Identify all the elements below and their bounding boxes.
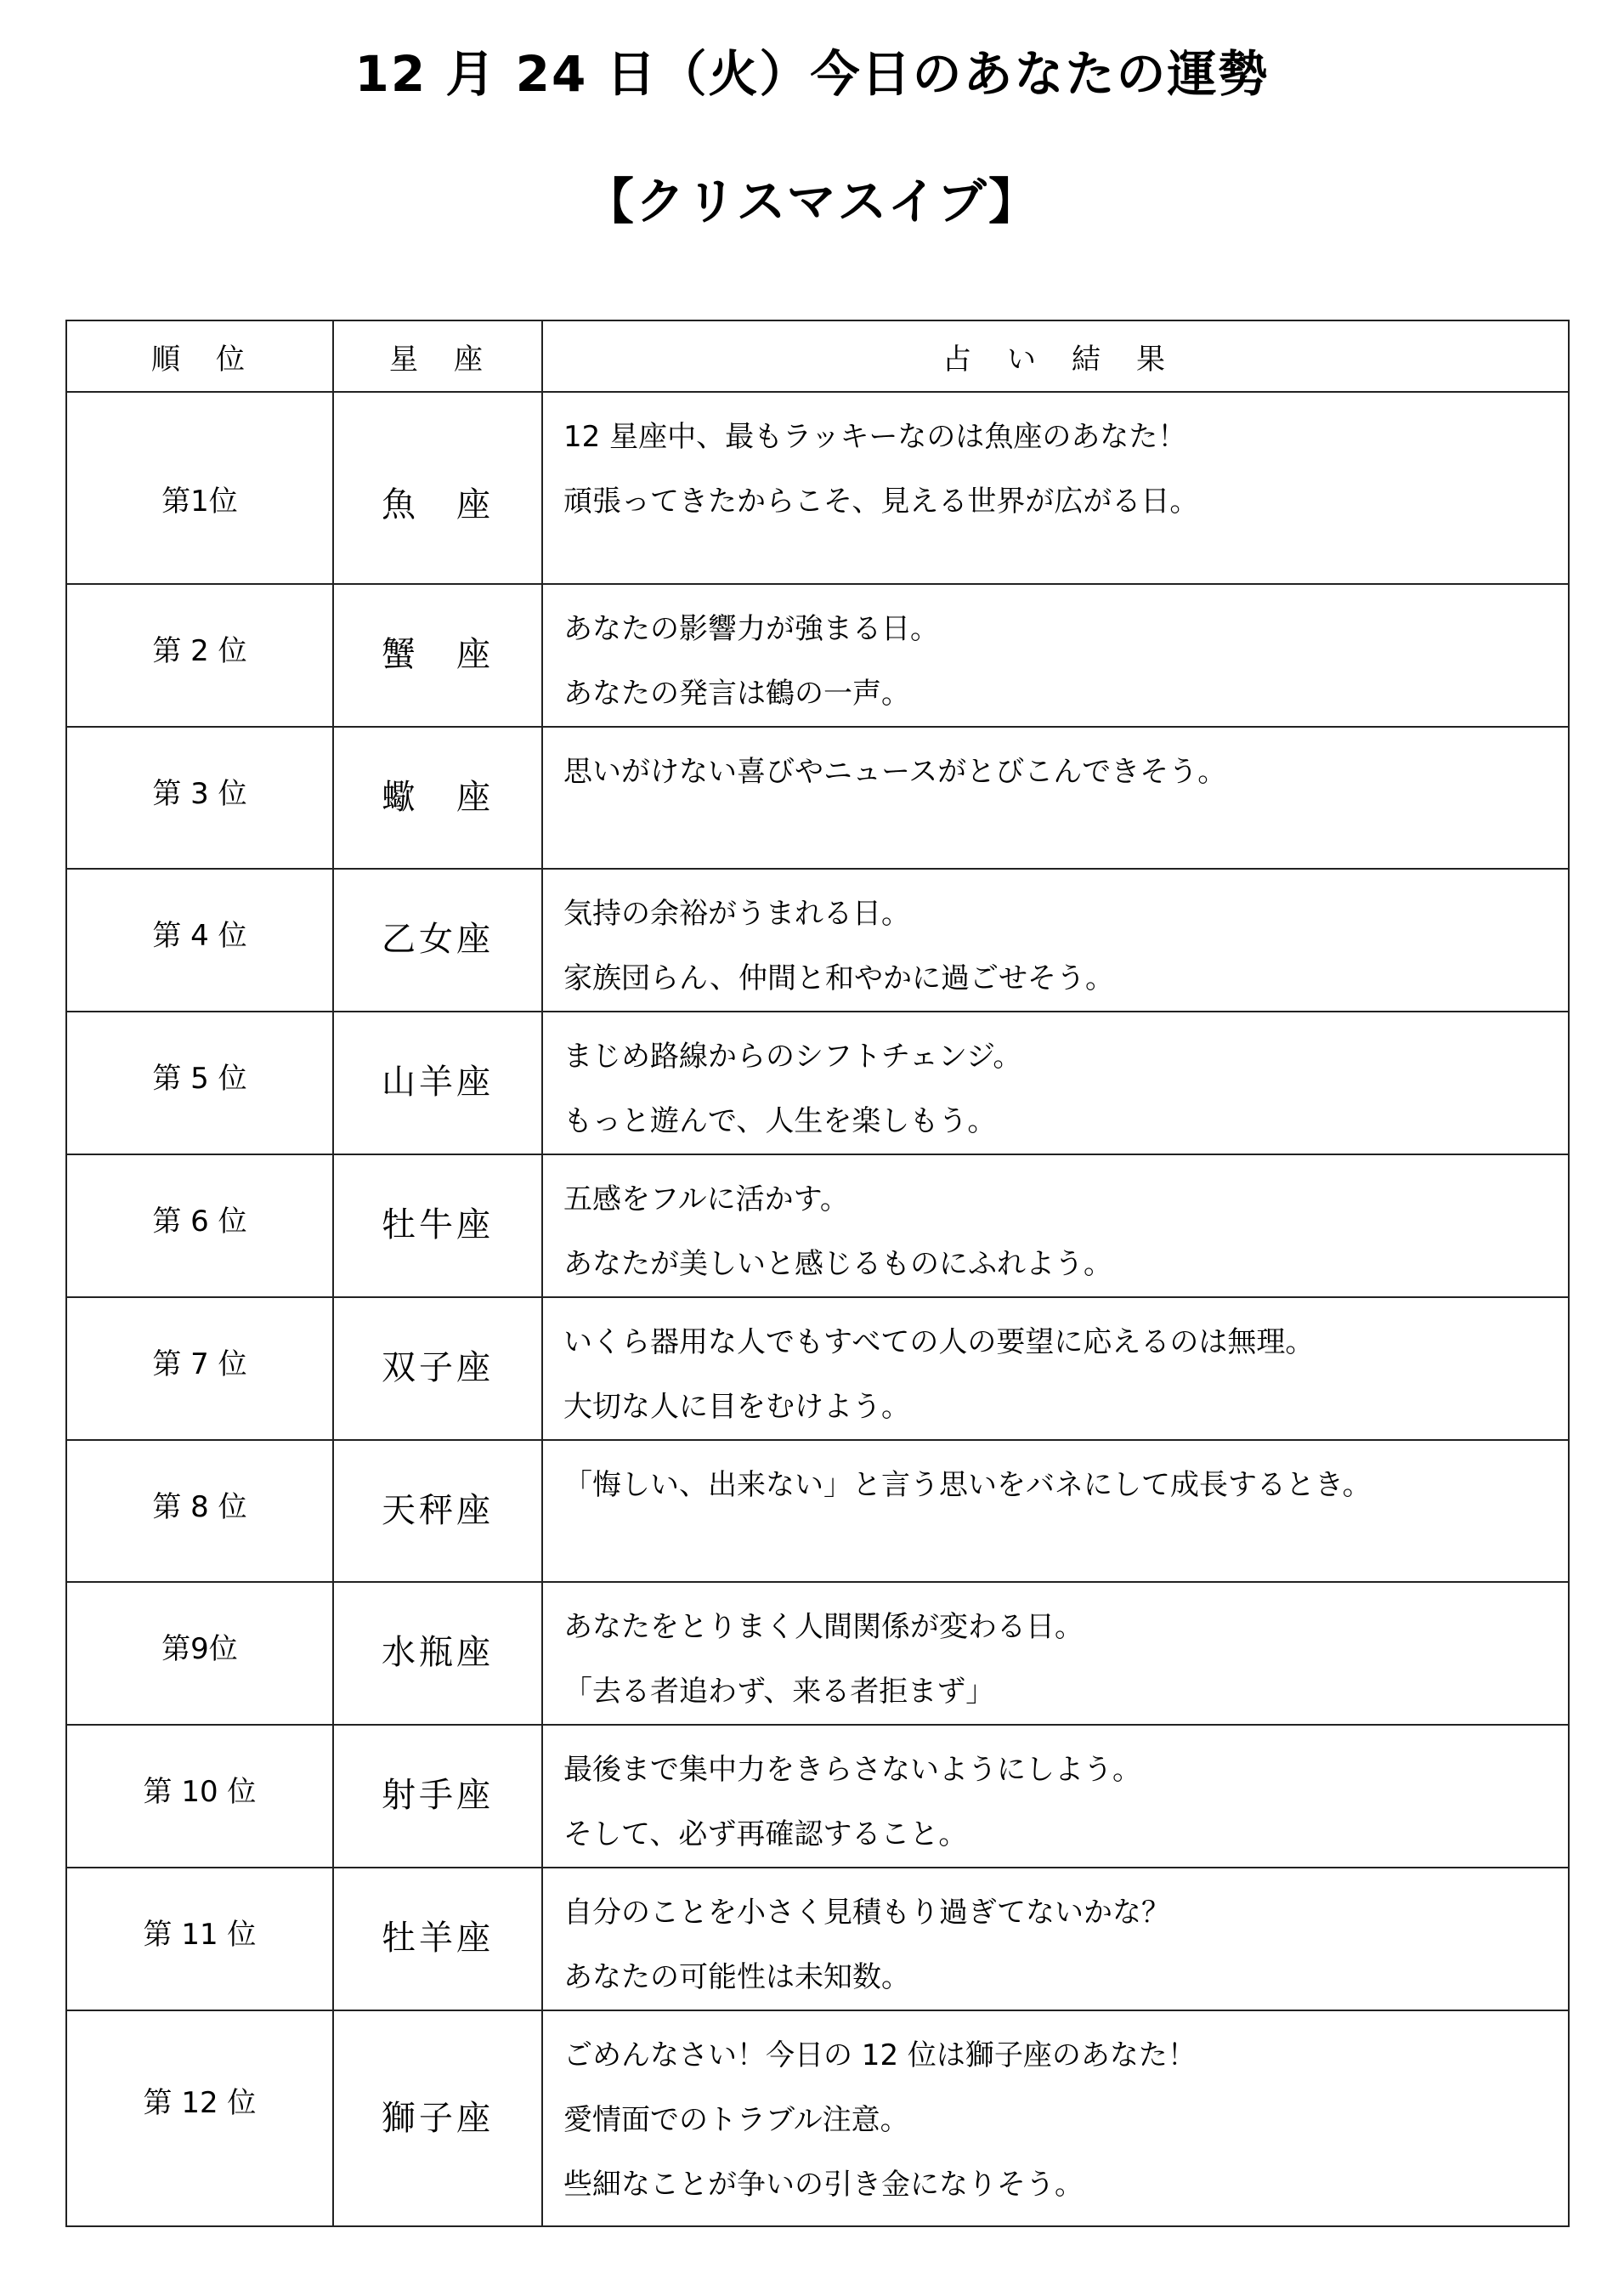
sign-cell: 射手座 [333, 1725, 542, 1868]
sign-cell: 山羊座 [333, 1012, 542, 1154]
sign-cell: 牡牛座 [333, 1154, 542, 1297]
table-row [66, 584, 1569, 727]
result-line: もっと遊んで、人生を楽しもう。 [563, 1104, 997, 1138]
rank-cell: 第 12 位 [66, 2010, 333, 2226]
result-line: そして、必ず再確認すること。 [563, 1817, 968, 1851]
rank-cell: 第 11 位 [66, 1868, 333, 2010]
table-row [66, 869, 1569, 1012]
table-row [66, 1297, 1569, 1440]
rank-cell: 第 5 位 [66, 1012, 333, 1154]
sign-cell: 水瓶座 [333, 1582, 542, 1725]
table-row [66, 1868, 1569, 2010]
rank-cell: 第 7 位 [66, 1297, 333, 1440]
result-line: いくら器用な人でもすべての人の要望に応えるのは無理。 [563, 1325, 1315, 1359]
result-line: 気持の余裕がうまれる日。 [563, 897, 910, 931]
result-line: 家族団らん、仲間と和やかに過ごせそう。 [563, 961, 1115, 995]
table-row [66, 1582, 1569, 1725]
result-line: 自分のことを小さく見積もり過ぎてないかな？ [563, 1896, 1170, 1930]
rank-cell: 第9位 [66, 1582, 333, 1725]
table-row [66, 1012, 1569, 1154]
sign-cell: 魚 座 [333, 392, 542, 584]
table-row [66, 1440, 1569, 1582]
result-cell [542, 392, 1569, 584]
result-line: 愛情面でのトラブル注意。 [563, 2103, 909, 2137]
table-row [66, 727, 1569, 869]
result-line: 12 星座中、最もラッキーなのは魚座のあなた！ [563, 420, 1187, 454]
result-line: 思いがけない喜びやニュースがとびこんできそう。 [563, 755, 1227, 789]
result-cell [542, 1154, 1569, 1297]
sign-cell: 天秤座 [333, 1440, 542, 1582]
result-line: 頑張ってきたからこそ、見える世界が広がる日。 [563, 485, 1199, 519]
result-cell [542, 869, 1569, 1012]
result-line: あなたの影響力が強まる日。 [563, 612, 939, 646]
result-line: あなたの可能性は未知数。 [563, 1960, 910, 1994]
result-line: ごめんなさい！今日の 12 位は獅子座のあなた！ [563, 2038, 1197, 2072]
result-cell [542, 584, 1569, 727]
table-row [66, 2010, 1569, 2226]
result-line: あなたをとりまく人間関係が変わる日。 [563, 1610, 1084, 1644]
result-line: あなたが美しいと感じるものにふれよう。 [563, 1247, 1112, 1281]
header-result: 占 い 結 果 [542, 320, 1569, 392]
result-cell [542, 1297, 1569, 1440]
result-cell [542, 1868, 1569, 2010]
result-cell [542, 727, 1569, 869]
rank-cell: 第1位 [66, 392, 333, 584]
result-line: 最後まで集中力をきらさないようにしよう。 [563, 1753, 1141, 1787]
header-sign: 星 座 [333, 320, 542, 392]
result-cell [542, 1582, 1569, 1725]
sign-cell: 乙女座 [333, 869, 542, 1012]
sign-cell: 獅子座 [333, 2010, 542, 2226]
rank-cell: 第 4 位 [66, 869, 333, 1012]
table-row [66, 1725, 1569, 1868]
result-cell [542, 1725, 1569, 1868]
result-cell [542, 1012, 1569, 1154]
rank-cell: 第 10 位 [66, 1725, 333, 1868]
header-rank: 順 位 [66, 320, 333, 392]
sign-cell: 双子座 [333, 1297, 542, 1440]
result-cell [542, 2010, 1569, 2226]
result-line: あなたの発言は鶴の一声。 [563, 677, 910, 711]
sign-cell: 蠍 座 [333, 727, 542, 869]
sign-cell: 牡羊座 [333, 1868, 542, 2010]
table-row [66, 392, 1569, 584]
fortune-table [65, 320, 1570, 2227]
table-header-row [66, 320, 1569, 392]
result-line: 大切な人に目をむけよう。 [563, 1390, 910, 1424]
rank-cell: 第 3 位 [66, 727, 333, 869]
rank-cell: 第 8 位 [66, 1440, 333, 1582]
rank-cell: 第 2 位 [66, 584, 333, 727]
page-subtitle: 【クリスマスイブ】 [584, 173, 1040, 230]
result-line: 五感をフルに活かす。 [563, 1182, 849, 1216]
result-line: 些細なことが争いの引き金になりそう。 [563, 2168, 1084, 2202]
table-row [66, 1154, 1569, 1297]
result-line: 「去る者追わず、来る者拒まず」 [563, 1675, 995, 1709]
result-cell [542, 1440, 1569, 1582]
page-title: 12 月 24 日（火）今日のあなたの運勢 [354, 45, 1270, 103]
result-line: 「悔しい、出来ない」と言う思いをバネにして成長するとき。 [563, 1468, 1372, 1502]
result-line: まじめ路線からのシフトチェンジ。 [563, 1040, 1022, 1074]
rank-cell: 第 6 位 [66, 1154, 333, 1297]
sign-cell: 蟹 座 [333, 584, 542, 727]
